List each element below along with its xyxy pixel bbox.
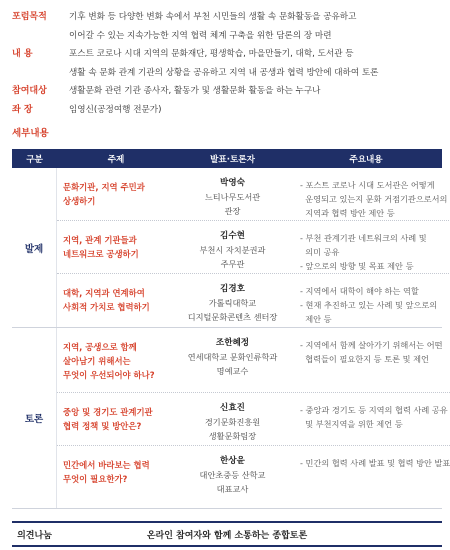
table-group: [12, 328, 450, 509]
speaker-name: 한상윤: [220, 456, 245, 466]
speaker-affiliation: 관장: [224, 206, 241, 216]
speaker-cell: [175, 328, 290, 392]
speaker-affiliation: 주무관: [220, 259, 245, 269]
info-line: 생활 속 문화 관계 기관의 상황을 공유하고 지역 내 공생과 협력 방안에 대하여 토론: [69, 67, 379, 78]
content-cell: [290, 393, 450, 445]
header-speaker: 발표·토론자: [210, 154, 255, 165]
info-label: 참여대상: [12, 86, 47, 96]
speaker-affiliation: 연세대학교 문화인류학과: [187, 352, 278, 362]
topic-line: 사회적 가치로 협력하기: [63, 302, 150, 312]
footer-label: 의견나눔: [17, 530, 52, 541]
topic-cell: [57, 221, 175, 273]
content-line: - 지역에서 함께 살아가기 위해서는 어떤: [300, 340, 443, 350]
group-label: 발제: [12, 168, 57, 327]
topic-line: 중앙 및 경기도 관계기관: [63, 407, 153, 417]
topic-line: 무엇이 우선되어야 하나?: [63, 370, 155, 380]
header-topic: 주제: [107, 154, 125, 165]
speaker-name: 김경호: [220, 284, 245, 294]
topic-line: 지역, 공생으로 함께: [63, 342, 137, 352]
speaker-affiliation: 부천시 자치분권과: [199, 245, 266, 255]
footer-text: 온라인 참여자와 함께 소통하는 종합토론: [146, 530, 308, 541]
content-line: - 현재 추진하고 있는 사례 및 앞으로의: [300, 300, 438, 310]
topic-line: 무엇이 필요한가?: [63, 474, 128, 484]
topic-line: 대학, 지역과 연계하여: [63, 288, 145, 298]
table-footer: [12, 521, 442, 547]
content-line: - 지역에서 대학이 해야 하는 역할: [300, 286, 419, 296]
info-text: [69, 82, 442, 101]
table-header: [12, 149, 442, 168]
content-line: - 중앙과 경기도 등 지역의 협력 사례 공유: [300, 405, 448, 415]
content-cell: [290, 221, 450, 273]
content-cell: [290, 274, 450, 327]
speaker-name: 신효진: [220, 403, 245, 413]
topic-line: 살아남기 위해서는: [63, 356, 131, 366]
content-line: - 포스트 코로나 시대 도서관은 어떻게: [300, 180, 435, 190]
speaker-cell: [175, 168, 290, 220]
content-cell: [290, 328, 450, 392]
content-line: 지역과 협력 방안 제안 등: [300, 208, 395, 218]
speaker-affiliation: 대안초중등 산학교: [199, 470, 266, 480]
speaker-cell: [175, 274, 290, 327]
content-cell: [290, 168, 450, 220]
group-rows: [57, 328, 450, 508]
table-body: [12, 168, 450, 509]
speaker-cell: [175, 393, 290, 445]
topic-line: 협력 정책 및 방안은?: [63, 421, 142, 431]
info-line: 생활문화 관련 기관 종사자, 활동가 및 생활문화 활동을 하는 누구나: [69, 86, 321, 96]
info-row-purpose: [12, 8, 442, 45]
speaker-name: 조한혜정: [215, 338, 250, 348]
info-row-target: [12, 82, 442, 101]
table-group: [12, 168, 448, 328]
group-label: 토론: [12, 328, 57, 508]
speaker-affiliation: 가톨릭대학교: [208, 298, 257, 308]
speaker-cell: [175, 221, 290, 273]
info-line: 이어갈 수 있는 지속가능한 지역 협력 체계 구축을 위한 담론의 장 마련: [69, 30, 332, 41]
table-row: [57, 274, 450, 327]
content-line: - 부천 관계기관 네트워크의 사례 및: [300, 233, 427, 243]
info-label: 좌 장: [12, 104, 33, 115]
speaker-affiliation: 대표교사: [216, 484, 249, 494]
topic-cell: [57, 446, 175, 508]
info-line: 기후 변화 등 다양한 변화 속에서 부천 시민들의 생활 속 문화활동을 공유하고: [69, 12, 357, 22]
info-text: [69, 101, 442, 120]
program-table: [12, 149, 450, 547]
topic-line: 민간에서 바라보는 협력: [63, 460, 150, 470]
header-content: 주요내용: [349, 154, 383, 165]
table-row: [57, 221, 450, 274]
section-title: 세부내용: [12, 128, 49, 139]
content-cell: [290, 446, 450, 508]
speaker-name: 박영숙: [220, 178, 245, 188]
content-line: 의미 공유: [300, 247, 340, 257]
speaker-affiliation: 느티나무도서관: [204, 192, 261, 202]
info-label: 내 용: [12, 49, 33, 59]
content-line: 운영되고 있는지 문화 거점기관으로서의: [300, 194, 448, 204]
speaker-name: 김수현: [220, 231, 245, 241]
info-text: [69, 45, 442, 82]
group-rows: [57, 168, 450, 327]
speaker-affiliation: 명예교수: [216, 366, 249, 376]
speaker-affiliation: 생활문화팀장: [208, 431, 257, 441]
info-line: 임영신(공정여행 전문가): [69, 104, 162, 115]
info-line: 포스트 코로나 시대 지역의 문화재단, 평생학습, 마을만들기, 대학, 도서관 등: [69, 49, 354, 59]
topic-cell: [57, 168, 175, 220]
topic-line: 문화기관, 지역 주민과: [63, 182, 145, 192]
info-row-content: [12, 45, 442, 82]
table-row: [57, 393, 450, 446]
topic-cell: [57, 393, 175, 445]
info-text: [69, 8, 442, 45]
content-line: 협력들이 필요한지 등 토론 및 제언: [300, 354, 429, 364]
content-line: - 앞으로의 방향 및 목표 제안 등: [300, 261, 414, 271]
content-line: - 민간의 협력 사례 발표 및 협력 방안 발표: [300, 458, 450, 468]
table-row: [57, 446, 450, 508]
topic-line: 지역, 관계 기관들과: [63, 235, 137, 245]
header-category: 구분: [26, 154, 43, 165]
topic-cell: [57, 328, 175, 392]
speaker-affiliation: 경기문화진흥원: [204, 417, 261, 427]
info-label: 포럼목적: [12, 12, 47, 22]
content-line: 제안 등: [300, 314, 332, 324]
speaker-affiliation: 디지털문화콘텐츠 센터장: [187, 312, 278, 322]
table-row: [57, 168, 450, 221]
forum-info: [12, 8, 442, 119]
table-row: [57, 328, 450, 393]
topic-line: 상생하기: [63, 196, 96, 206]
topic-cell: [57, 274, 175, 327]
content-line: 및 부천지역을 위한 제언 등: [300, 419, 403, 429]
topic-line: 네트워크로 공생하기: [63, 249, 139, 259]
info-row-moderator: [12, 101, 442, 120]
speaker-cell: [175, 446, 290, 508]
